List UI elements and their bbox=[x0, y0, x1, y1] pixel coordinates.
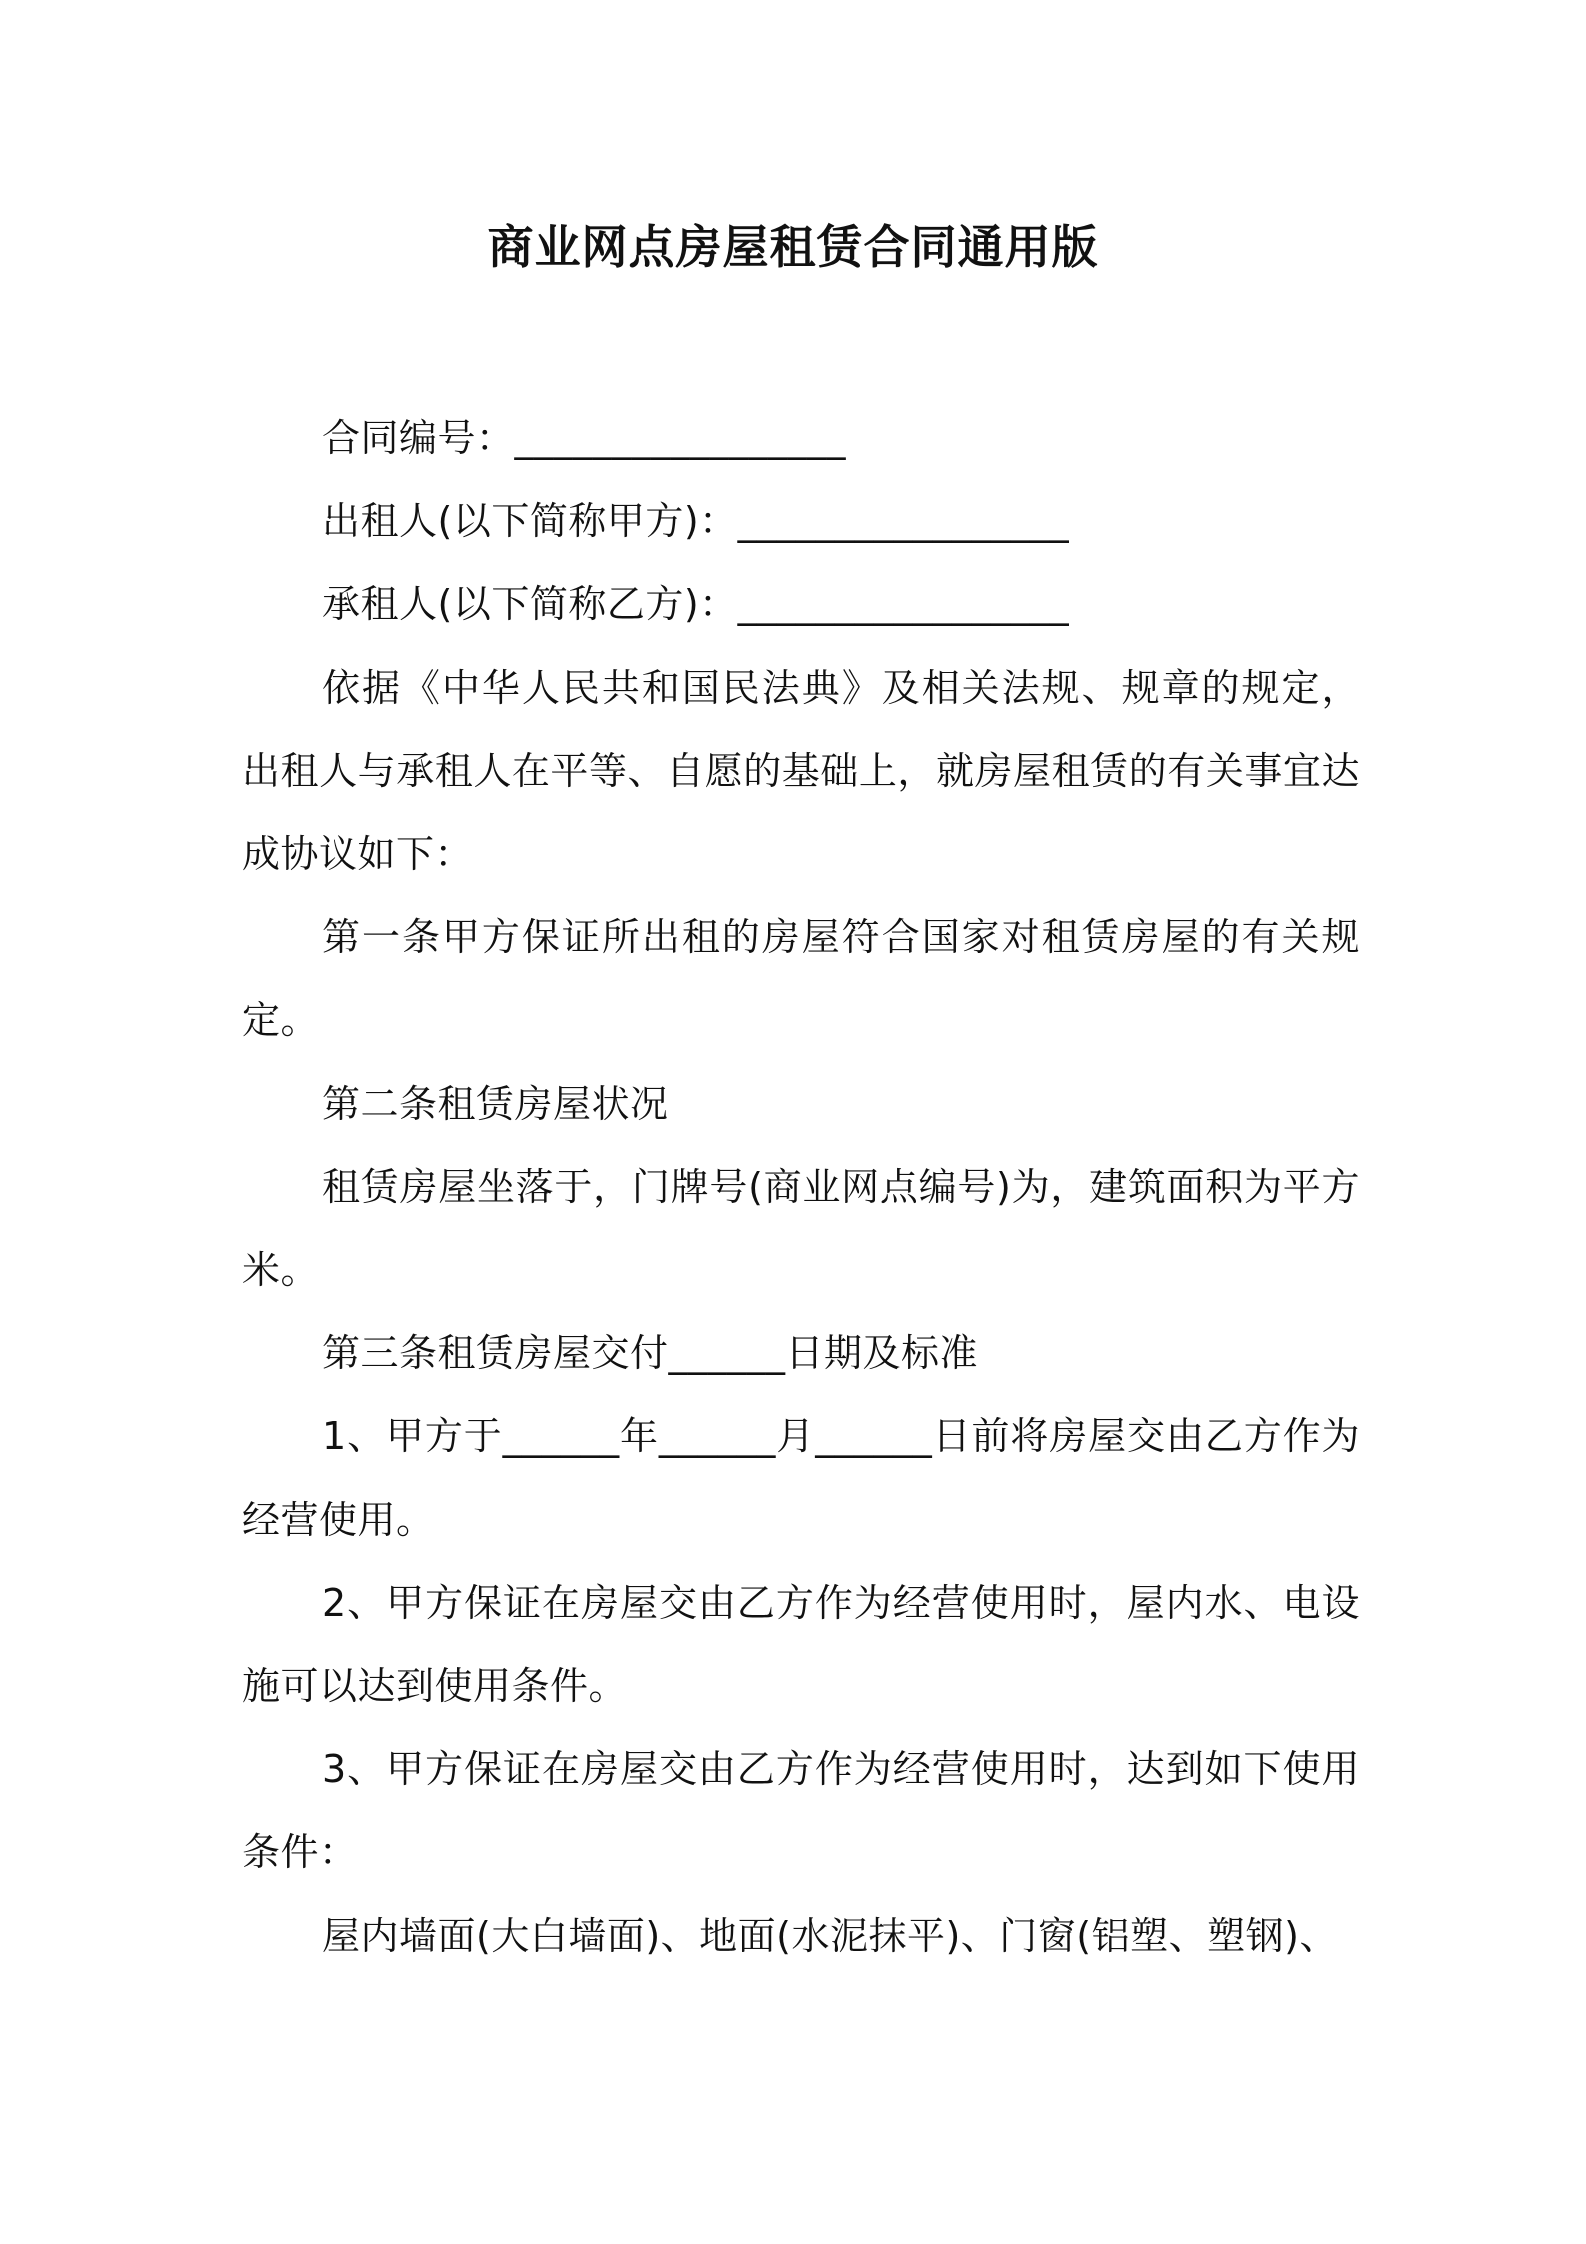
article-1-paragraph: 第一条甲方保证所出租的房屋符合国家对租赁房屋的有关规定。 bbox=[242, 915, 1360, 1043]
lessor-line: 出租人(以下简称甲方)：_________________ bbox=[322, 499, 1070, 544]
preamble-paragraph: 依据《中华人民共和国民法典》及相关法规、规章的规定，出租人与承租人在平等、自愿的基础上，就房屋租赁的有关事宜达成协议如下： bbox=[242, 665, 1360, 877]
lessee-line: 承租人(以下简称乙方)：_________________ bbox=[322, 582, 1070, 627]
article-3-item-1: 1、甲方于______年______月______日前将房屋交由乙方作为经营使用。 bbox=[242, 1414, 1360, 1542]
article-3-item-2: 2、甲方保证在房屋交由乙方作为经营使用时，屋内水、电设施可以达到使用条件。 bbox=[242, 1580, 1360, 1709]
document-title: 商业网点房屋租赁合同通用版 bbox=[487, 220, 1099, 274]
article-2-heading: 第二条租赁房屋状况 bbox=[322, 1081, 669, 1126]
article-3-heading: 第三条租赁房屋交付______日期及标准 bbox=[322, 1331, 979, 1376]
usage-conditions-paragraph: 屋内墙面(大白墙面)、地面(水泥抹平)、门窗(铝塑、塑钢)、 bbox=[322, 1913, 1338, 1958]
article-3-item-3: 3、甲方保证在房屋交由乙方作为经营使用时，达到如下使用条件： bbox=[242, 1747, 1360, 1875]
document-body bbox=[242, 397, 1360, 1978]
article-2-paragraph: 租赁房屋坐落于，门牌号(商业网点编号)为，建筑面积为平方米。 bbox=[242, 1164, 1360, 1293]
contract-number-line: 合同编号：_________________ bbox=[322, 416, 847, 460]
